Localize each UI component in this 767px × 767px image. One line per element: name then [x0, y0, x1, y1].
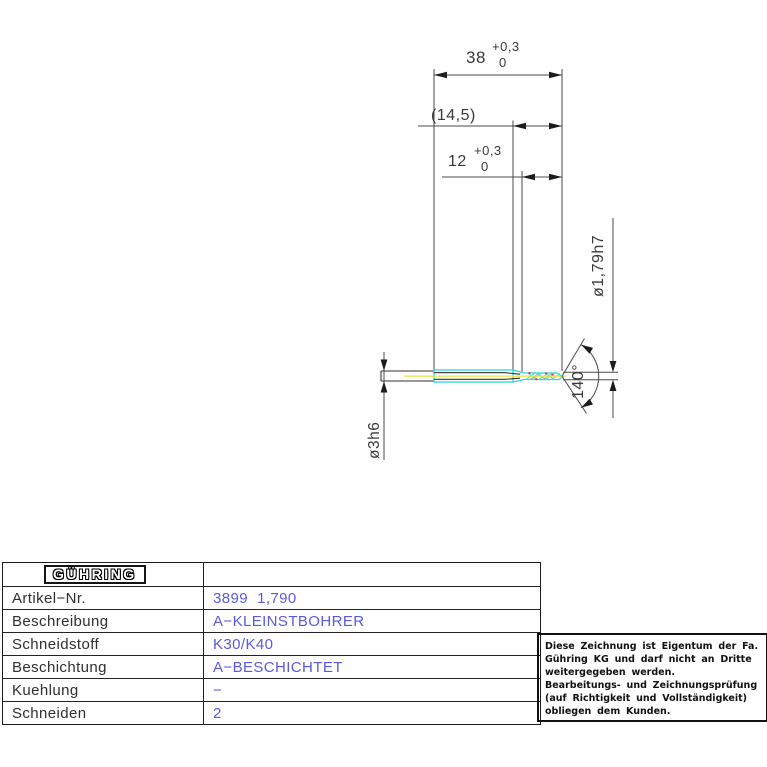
table-row-value: A−BESCHICHTET [203, 655, 540, 678]
note-line: obliegen dem Kunden. [545, 706, 671, 717]
note-line: Diese Zeichnung ist Eigentum der Fa. [545, 641, 759, 652]
dim-shank-dia-value: ø3h6 [366, 421, 383, 459]
logo-cell-right [203, 563, 540, 586]
table-row-label: Schneiden [3, 701, 203, 724]
table-row-value: K30/K40 [203, 632, 540, 655]
ownership-note [537, 633, 767, 722]
note-line: weitergegeben werden. [545, 667, 675, 678]
dim-total-tol-bottom: 0 [499, 55, 507, 70]
dim-flute-value: 12 [448, 153, 467, 170]
table-row-label: Schneidstoff [3, 632, 203, 655]
table-row-value: A−KLEINSTBOHRER [203, 609, 540, 632]
table-row-value: 3899 1,790 [203, 586, 540, 609]
note-line: (auf Richtigkeit und Vollständigkeit) [545, 693, 748, 704]
dimension-flute-length [442, 143, 562, 180]
dim-flute-tol-bottom: 0 [481, 159, 489, 174]
spec-table [2, 562, 541, 725]
dimension-shank-diameter [366, 352, 387, 460]
dim-cut-dia-value: ø1,79h7 [590, 234, 607, 297]
note-line: Gühring KG und darf nicht an Dritte [545, 654, 752, 665]
dimension-reference-length [418, 107, 562, 129]
dim-flute-tol-top: +0,3 [474, 143, 502, 158]
dim-reference-value: (14,5) [431, 107, 476, 124]
dim-total-tol-top: +0,3 [492, 39, 520, 54]
guehring-logo: GÜHRING [44, 565, 146, 584]
logo-cell [3, 563, 203, 586]
dim-point-angle-value: 140° [570, 363, 587, 399]
table-row-label: Beschichtung [3, 655, 203, 678]
table-row-value: 2 [203, 701, 540, 724]
dimension-point-angle [562, 339, 599, 414]
dimension-total-length [434, 39, 562, 78]
table-row-value: − [203, 678, 540, 701]
table-row-label: Kuehlung [3, 678, 203, 701]
table-row-label: Beschreibung [3, 609, 203, 632]
table-row-label: Artikel−Nr. [3, 586, 203, 609]
dim-total-value: 38 [466, 48, 486, 67]
note-line: Bearbeitungs- und Zeichnungsprüfung [545, 680, 758, 691]
